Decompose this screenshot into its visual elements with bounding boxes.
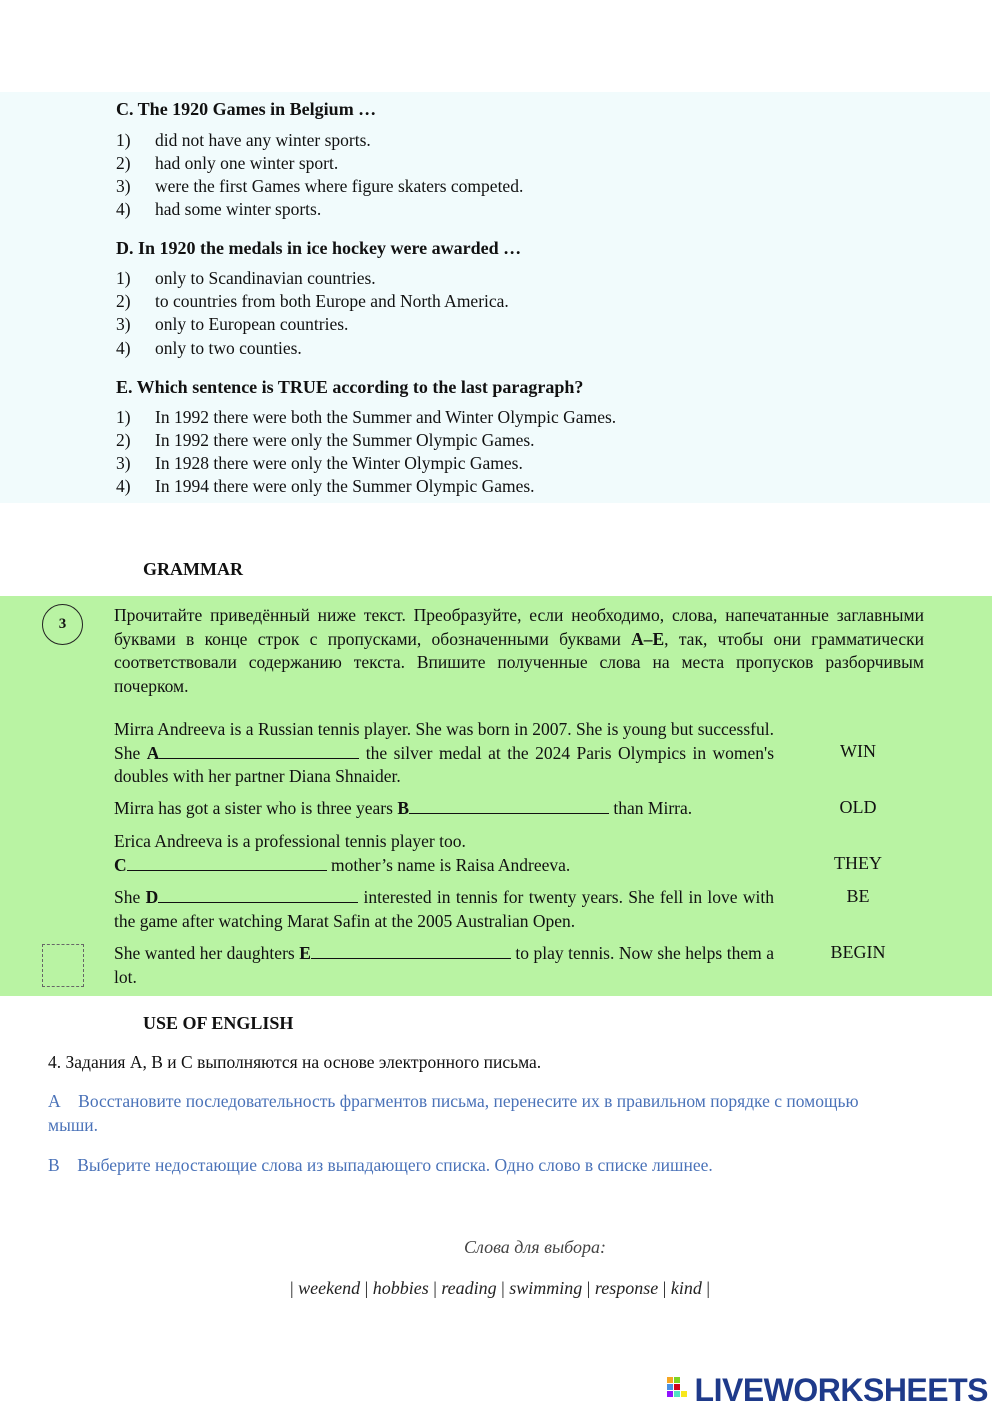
item-e-post: to play tennis. Now she helps them a lot. (114, 943, 774, 987)
grammar-item-e (114, 942, 774, 989)
word-bank-item: response (594, 1278, 659, 1298)
item-a-blank[interactable] (159, 742, 359, 759)
question-e-option-1[interactable] (116, 407, 816, 429)
task-b (48, 1153, 908, 1177)
question-e-option-3[interactable] (116, 453, 816, 475)
option-text: had some winter sports. (155, 199, 322, 219)
question-d-title: D. In 1920 the medals in ice hockey were awarded … (116, 238, 522, 258)
item-d-blank[interactable] (158, 886, 358, 903)
question-e-option-2[interactable] (116, 430, 816, 452)
word-bank: | weekend | hobbies | reading | swimming | response | kind | (290, 1278, 710, 1298)
item-a-word: WIN (840, 741, 876, 761)
word-bank-item: weekend (298, 1278, 361, 1298)
option-number: 4) (116, 199, 131, 219)
instruction-text-1: Прочитайте приведённый ниже текст. Преобразуйте, если необходимо, слова, напечатанные заглавными буквами в конце строк с пропусками, обозначенными буквами (114, 605, 924, 649)
question-d-option-1[interactable] (116, 268, 816, 290)
question-c-option-2[interactable] (116, 153, 816, 175)
word-bank-item: hobbies (372, 1278, 429, 1298)
option-text: In 1928 there were only the Winter Olympic Games. (155, 453, 523, 473)
item-b-letter: B (397, 798, 410, 818)
instruction-text-2: , так, чтобы они грамматически соответствовали содержанию текста. Впишите полученные слова на места пропусков разборчивым почерком. (114, 628, 924, 696)
item-d-pre: She (114, 887, 146, 907)
words-label: Слова для выбора: (464, 1237, 606, 1257)
item-e-word: BEGIN (830, 942, 886, 962)
option-text: to countries from both Europe and North America. (155, 291, 509, 311)
item-c-letter: C (114, 854, 127, 875)
option-number: 1) (116, 130, 131, 150)
logo-text: LIVEWORKSHEETS (694, 1371, 988, 1408)
option-number: 1) (116, 407, 131, 427)
task-b-letter: В (48, 1155, 60, 1175)
item-b-blank[interactable] (409, 797, 609, 814)
option-number: 4) (116, 338, 131, 358)
grammar-item-a (114, 718, 774, 789)
question-c-option-3[interactable] (116, 176, 816, 198)
option-text: only to two counties. (155, 338, 302, 358)
option-text: were the first Games where figure skaters competed. (155, 176, 524, 196)
task-4-intro: 4. Задания А, В и С выполняются на основе электронного письма. (48, 1052, 542, 1072)
word-bank-item: kind (670, 1278, 702, 1298)
item-b-word: OLD (839, 797, 877, 817)
item-e-pre: She wanted her daughters (114, 943, 300, 963)
question-e-option-4[interactable] (116, 476, 816, 498)
question-d-option-3[interactable] (116, 314, 816, 336)
instruction-letters: A–E (631, 628, 665, 649)
task-a-text: Восстановите последовательность фрагментов письма, перенесите их в правильном порядке с помощью мыши. (48, 1091, 859, 1135)
grammar-heading: GRAMMAR (143, 559, 243, 579)
grammar-item-d (114, 886, 774, 933)
item-c-word: THEY (834, 853, 882, 873)
item-c-pre: Erica Andreeva is a professional tennis player too. (114, 831, 466, 851)
option-number: 2) (116, 291, 131, 311)
option-number: 3) (116, 453, 131, 473)
option-text: In 1994 there were only the Summer Olympic Games. (155, 476, 535, 496)
option-text: In 1992 there were both the Summer and Winter Olympic Games. (155, 407, 617, 427)
item-c-blank[interactable] (127, 854, 327, 871)
item-d-letter: D (145, 887, 159, 907)
option-number: 2) (116, 430, 131, 450)
item-e-blank[interactable] (311, 942, 511, 959)
task-b-text: Выберите недостающие слова из выпадающего списка. Одно слово в списке лишнее. (77, 1155, 713, 1175)
liveworksheets-logo (667, 1372, 988, 1408)
task-number: 3 (58, 616, 67, 632)
option-number: 4) (116, 476, 131, 496)
option-number: 1) (116, 268, 131, 288)
word-bank-item: swimming (509, 1278, 583, 1298)
question-d-option-4[interactable] (116, 338, 816, 360)
option-text: In 1992 there were only the Summer Olympic Games. (155, 430, 535, 450)
item-d-post: interested in tennis for twenty years. She fell in love with the game after watching Marat Safin at the 2005 Australian Open. (114, 887, 774, 931)
question-e-title: E. Which sentence is TRUE according to the last paragraph? (116, 377, 584, 397)
item-a-pre: Mirra Andreeva is a Russian tennis player. She was born in 2007. She is young but successful. She (114, 719, 774, 763)
item-e-letter: E (299, 943, 311, 963)
item-b-pre: Mirra has got a sister who is three years (114, 798, 398, 818)
option-text: did not have any winter sports. (155, 130, 371, 150)
task-a (48, 1089, 908, 1137)
answer-box[interactable] (42, 944, 84, 987)
task-a-letter: А (48, 1091, 61, 1111)
grammar-instruction (114, 604, 924, 698)
option-text: had only one winter sport. (155, 153, 339, 173)
item-b-post: than Mirra. (609, 798, 693, 818)
task-number-badge (42, 604, 83, 645)
grammar-item-b (114, 797, 774, 821)
use-of-english-heading: USE OF ENGLISH (143, 1013, 294, 1033)
option-number: 3) (116, 176, 131, 196)
option-number: 3) (116, 314, 131, 334)
option-number: 2) (116, 153, 131, 173)
item-d-word: BE (846, 886, 870, 906)
logo-mark-icon (667, 1377, 689, 1403)
question-c-option-1[interactable] (116, 130, 816, 152)
grammar-item-c (114, 830, 774, 877)
question-c-title: C. The 1920 Games in Belgium … (116, 99, 377, 119)
item-c-post: mother’s name is Raisa Andreeva. (326, 854, 571, 875)
word-bank-item: reading (441, 1278, 497, 1298)
option-text: only to Scandinavian countries. (155, 268, 376, 288)
question-c-option-4[interactable] (116, 199, 816, 221)
question-d-option-2[interactable] (116, 291, 816, 313)
item-a-post: the silver medal at the 2024 Paris Olympics in women's doubles with her partner Diana Shnaider. (114, 742, 775, 787)
option-text: only to European countries. (155, 314, 349, 334)
item-a-letter: A (146, 742, 160, 763)
